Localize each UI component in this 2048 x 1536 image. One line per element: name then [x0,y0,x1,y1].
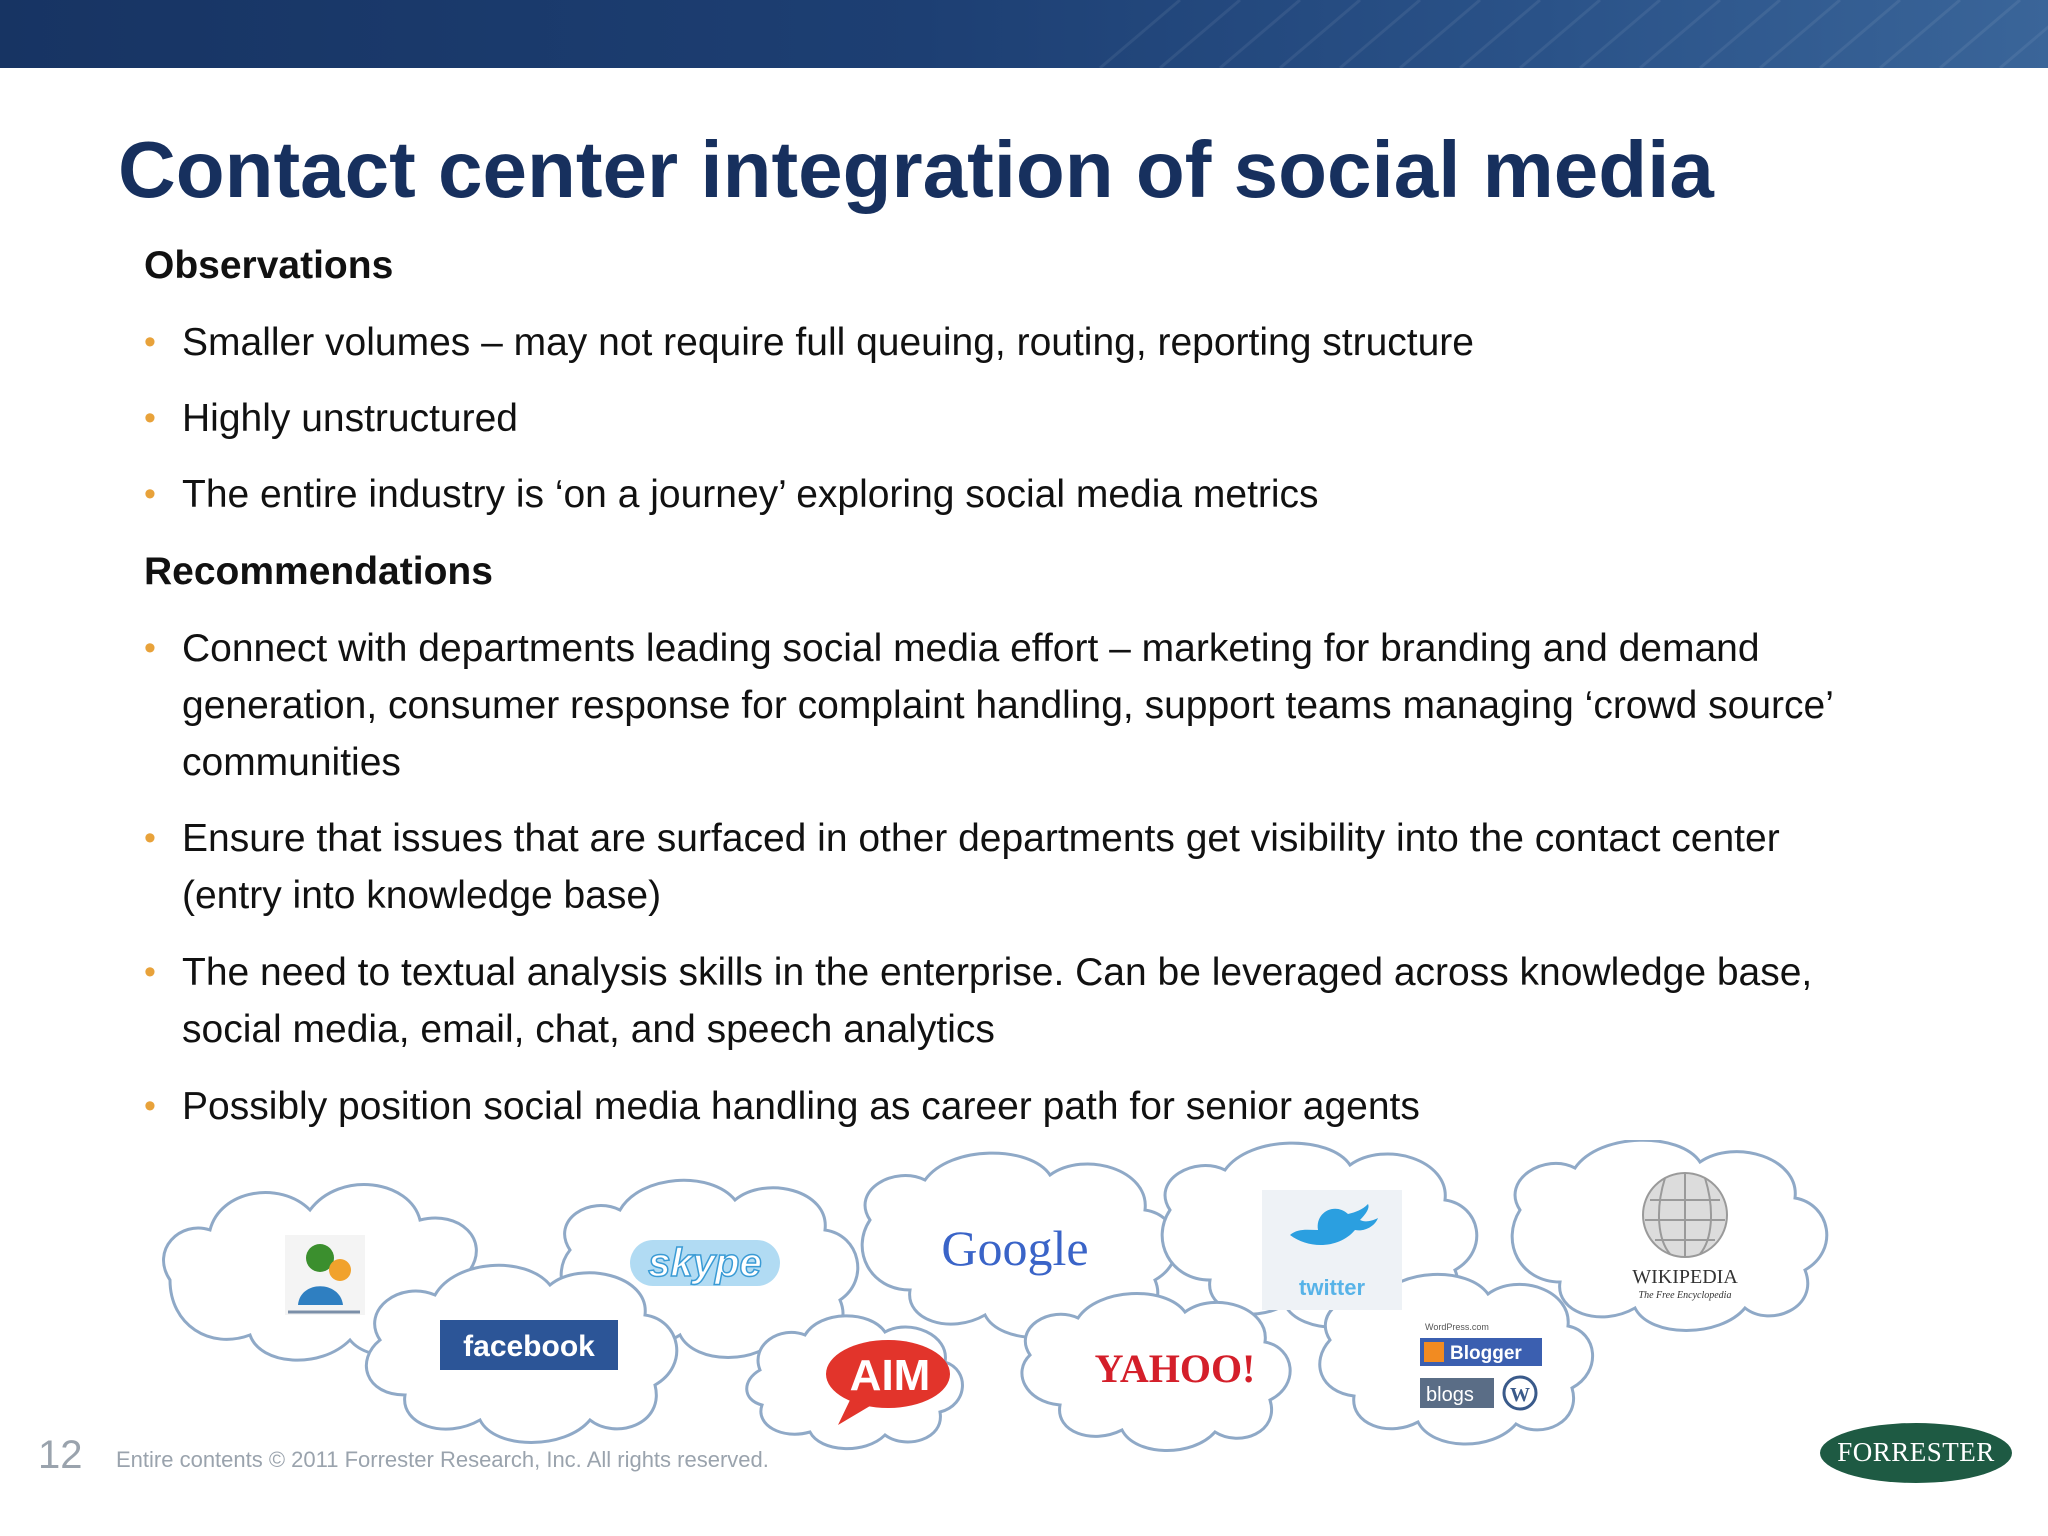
top-header-band [0,0,2048,68]
recommendation-bullet-1: • Connect with departments leading social media effort – marketing for branding and demand generation, consumer response for complaint handling, support teams managing ‘crowd source’ communities [144,620,1844,791]
observation-bullet-3: • The entire industry is ‘on a journey’ exploring social media metrics [144,466,1844,523]
bullet-dot-icon: • [144,953,156,991]
svg-text:Google: Google [941,1220,1089,1276]
svg-text:AIM: AIM [849,1351,931,1400]
twitter-logo-icon [1262,1190,1402,1310]
bullet-dot-icon: • [144,629,156,667]
svg-text:WIKIPEDIA: WIKIPEDIA [1632,1266,1738,1288]
bullet-dot-icon: • [144,399,156,437]
svg-text:WordPress.com: WordPress.com [1425,1322,1489,1332]
observation-bullet-1: • Smaller volumes – may not require full queuing, routing, reporting structure [144,314,1844,371]
svg-text:The Free Encyclopedia: The Free Encyclopedia [1638,1290,1732,1301]
bullet-dot-icon: • [144,323,156,361]
svg-text:skype: skype [648,1241,762,1285]
copyright-notice: Entire contents © 2011 Forrester Research, Inc. All rights reserved. [116,1447,769,1472]
msn-messenger-icon [285,1235,365,1315]
page-number: 12 [38,1433,83,1477]
svg-text:blogs: blogs [1426,1384,1474,1406]
recommendation-bullet-4: • Possibly position social media handling as career path for senior agents [144,1078,1844,1135]
recommendation-bullet-3: • The need to textual analysis skills in the enterprise. Can be leveraged across knowledge base, social media, email, chat, and speech analytics [144,944,1844,1058]
skype-logo-icon [630,1240,780,1286]
svg-text:YAHOO!: YAHOO! [1094,1346,1256,1391]
header-band-pattern [0,0,2048,68]
section-heading-observations: Observations [144,244,394,287]
bullet-dot-icon: • [144,1087,156,1125]
section-heading-recommendations: Recommendations [144,550,493,593]
svg-text:facebook: facebook [463,1330,595,1363]
slide-title: Contact center integration of social media [118,125,1714,214]
bullet-dot-icon: • [144,475,156,513]
social-media-logos-clouds [150,1140,1850,1460]
google-logo-icon [941,1220,1088,1276]
forrester-brand-text: FORRESTER [1837,1437,1995,1467]
svg-text:twitter: twitter [1299,1275,1365,1300]
facebook-logo-icon [440,1320,618,1370]
yahoo-logo-icon [1095,1346,1256,1391]
bullet-dot-icon: • [144,819,156,857]
observation-bullet-2: • Highly unstructured [144,390,1844,447]
recommendation-bullet-2: • Ensure that issues that are surfaced in other departments get visibility into the contact center (entry into knowledge base) [144,810,1844,924]
svg-text:Blogger: Blogger [1450,1343,1522,1364]
svg-text:W: W [1510,1384,1530,1406]
